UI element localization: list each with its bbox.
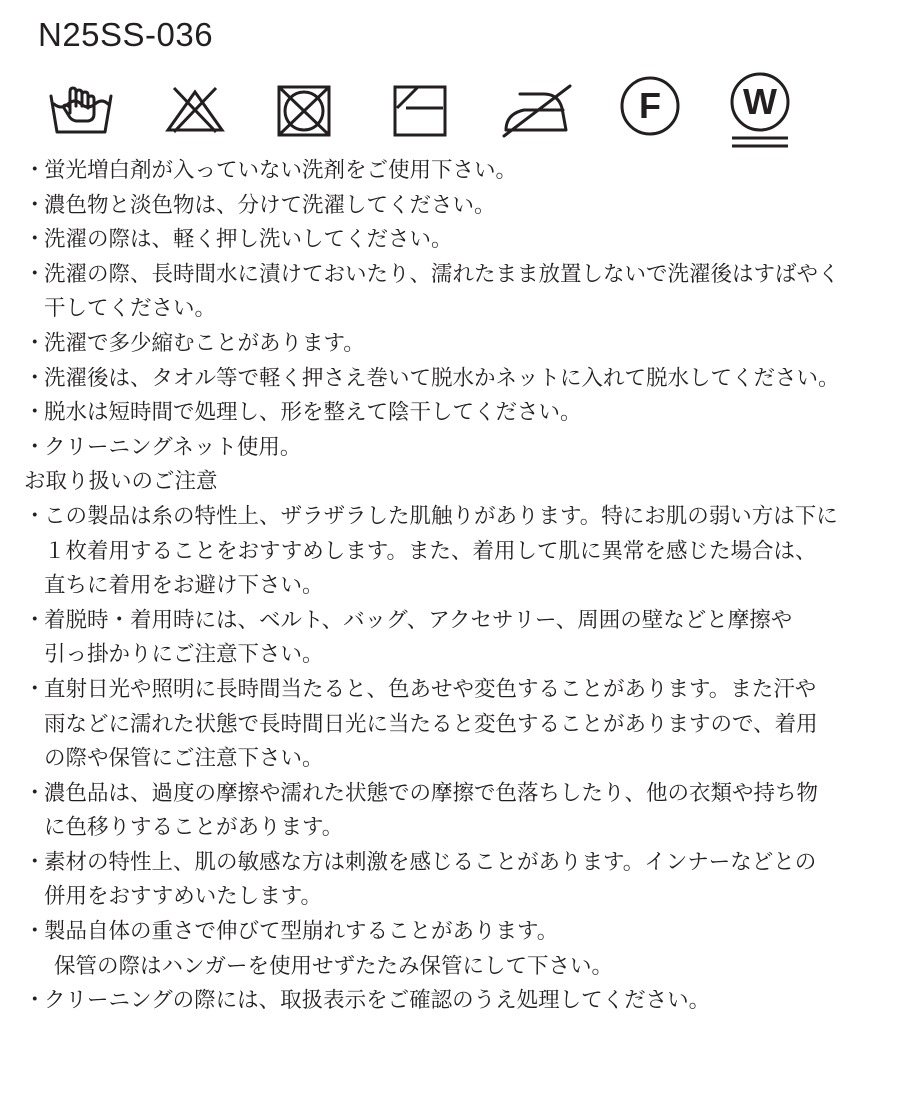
note-line	[24, 500, 904, 535]
note-text: 干してください。	[44, 296, 217, 322]
note-line	[24, 638, 904, 673]
note-text: クリーニングネット使用。	[44, 434, 302, 460]
product-code: N25SS-036	[38, 16, 214, 53]
bullet: ・	[24, 988, 46, 1014]
note-text: 洗濯の際、長時間水に漬けておいたり、濡れたまま放置しないで洗濯後はすばやく	[44, 261, 840, 287]
dry-clean-letter: F	[639, 85, 661, 126]
note-line	[24, 327, 904, 362]
bullet: ・	[24, 400, 46, 426]
note-line	[24, 154, 904, 189]
note-text: 濃色物と淡色物は、分けて洗濯してください。	[44, 192, 496, 218]
note-line	[24, 604, 904, 639]
note-text: 引っ掛かりにご注意下さい。	[44, 642, 324, 668]
note-line	[24, 811, 904, 846]
note-text: 素材の特性上、肌の敏感な方は刺激を感じることがあります。インナーなどとの	[44, 849, 817, 875]
note-line	[24, 915, 904, 950]
section-heading	[24, 465, 904, 500]
note-line	[24, 258, 904, 293]
note-line	[24, 223, 904, 258]
bullet: ・	[24, 503, 46, 529]
note-text: 洗濯の際は、軽く押し洗いしてください。	[44, 227, 453, 253]
bullet: ・	[24, 919, 46, 945]
note-line	[24, 362, 904, 397]
wet-clean-letter: W	[743, 81, 777, 122]
note-text: 保管の際はハンガーを使用せずたたみ保管にして下さい。	[54, 953, 614, 979]
bullet: ・	[24, 330, 46, 356]
note-text: の際や保管にご注意下さい。	[44, 746, 324, 772]
note-line	[24, 880, 904, 915]
bullet: ・	[24, 192, 46, 218]
bullet: ・	[24, 365, 46, 391]
do-not-bleach-icon	[162, 86, 228, 136]
do-not-tumble-dry-icon	[276, 84, 332, 138]
note-line	[24, 742, 904, 777]
bullet: ・	[24, 780, 46, 806]
note-text: 製品自体の重さで伸びて型崩れすることがあります。	[44, 919, 559, 945]
note-text: 濃色品は、過度の摩擦や濡れた状態での摩擦で色落ちしたり、他の衣類や持ち物	[44, 780, 819, 806]
note-text: 直射日光や照明に長時間当たると、色あせや変色することがあります。また汗や	[44, 676, 817, 702]
note-line	[24, 708, 904, 743]
hand-wash-icon	[48, 86, 114, 136]
note-line	[24, 777, 904, 812]
care-notes	[24, 154, 904, 1019]
note-line	[24, 431, 904, 466]
note-line	[24, 292, 904, 327]
note-text: 雨などに濡れた状態で長時間日光に当たると変色することがありますので、着用	[44, 711, 818, 737]
bullet: ・	[24, 607, 46, 633]
bullet: ・	[24, 434, 46, 460]
note-line	[24, 396, 904, 431]
note-text: 蛍光増白剤が入っていない洗剤をご使用下さい。	[44, 158, 518, 183]
note-text: クリーニングの際には、取扱表示をご確認のうえ処理してください。	[44, 988, 711, 1014]
note-line	[24, 984, 904, 1019]
bullet: ・	[24, 676, 46, 702]
wet-clean-w-icon	[728, 70, 792, 150]
note-line	[24, 569, 904, 604]
note-line	[24, 950, 904, 985]
note-line	[24, 673, 904, 708]
note-text: 脱水は短時間で処理し、形を整えて陰干してください。	[44, 400, 582, 426]
note-text: 併用をおすすめいたします。	[44, 884, 322, 910]
bullet: ・	[24, 261, 46, 287]
heading-text: お取り扱いのご注意	[24, 469, 218, 495]
note-line	[24, 846, 904, 881]
dry-clean-f-icon	[618, 74, 682, 138]
bullet: ・	[24, 158, 46, 183]
note-text: 洗濯で多少縮むことがあります。	[44, 330, 365, 356]
note-line	[24, 535, 904, 570]
bullet: ・	[24, 227, 46, 253]
do-not-iron-icon	[500, 84, 574, 138]
note-text: に色移りすることがあります。	[44, 815, 344, 841]
note-text: この製品は糸の特性上、ザラザラした肌触りがあります。特にお肌の弱い方は下に	[44, 503, 838, 529]
note-text: 着脱時・着用時には、ベルト、バッグ、アクセサリー、周囲の壁などと摩擦や	[44, 607, 793, 633]
note-text: 洗濯後は、タオル等で軽く押さえ巻いて脱水かネットに入れて脱水してください。	[44, 365, 840, 391]
line-dry-in-shade-icon	[392, 84, 448, 138]
note-text: １枚着用することをおすすめします。また、着用して肌に異常を感じた場合は、	[44, 538, 817, 564]
care-symbols	[0, 0, 920, 160]
note-line	[24, 189, 904, 224]
bullet: ・	[24, 849, 46, 875]
note-text: 直ちに着用をお避け下さい。	[44, 573, 324, 599]
